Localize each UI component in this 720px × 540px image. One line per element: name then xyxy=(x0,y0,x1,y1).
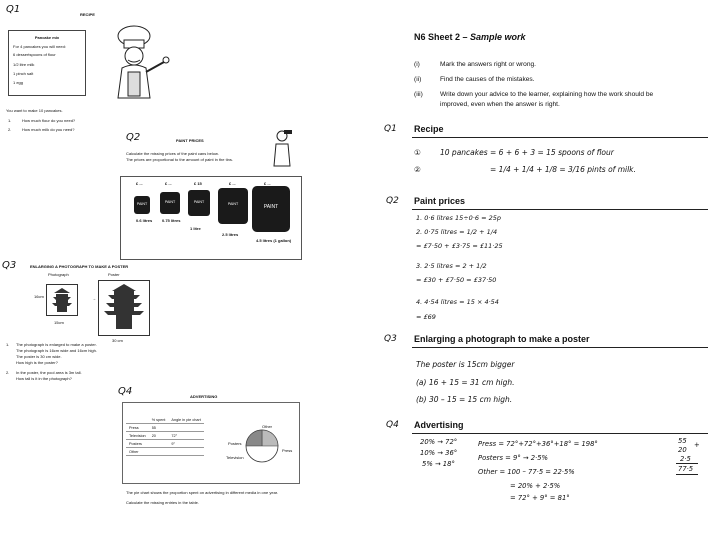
paint-can xyxy=(188,190,210,216)
poster-pagoda xyxy=(98,280,150,336)
q3-answer-line: (a) 16 + 15 = 31 cm high. xyxy=(416,378,515,387)
q3-tag: Q3 xyxy=(384,334,397,344)
q4-sum-plus: + xyxy=(694,441,700,449)
paint-can xyxy=(252,186,290,232)
instruction-num: (iii) xyxy=(414,91,423,98)
pie-slice-television xyxy=(246,430,262,446)
table-row xyxy=(126,432,204,440)
paint-price: £ ... xyxy=(165,181,172,186)
can-label: PAINT xyxy=(136,202,148,206)
angle-cell xyxy=(168,448,203,456)
q3-answer-line: (b) 30 – 15 = 15 cm high. xyxy=(416,395,513,404)
instruction-text: Find the causes of the mistakes. xyxy=(440,76,535,83)
poster-column-label: Poster xyxy=(108,272,120,277)
paint-size: 0.75 litres xyxy=(162,218,181,223)
q4-working-line: Press = 72°+72°+36°+18° = 198° xyxy=(478,440,598,448)
table-header: % spent xyxy=(149,416,169,424)
media-cell: Other xyxy=(126,448,149,456)
q4-footer: The pie chart shows the proportion spent on advertising in different media in one year. xyxy=(126,490,279,495)
instruction-num: (ii) xyxy=(414,76,422,83)
photo-height-label: 16cm xyxy=(34,294,44,299)
recipe-line: 6 dessertspoons of flour xyxy=(13,52,56,57)
percent-cell: 20 xyxy=(149,432,169,440)
q1-question: How much flour do you need? xyxy=(22,118,76,123)
percent-cell xyxy=(149,448,169,456)
q4-left-heading: ADVERTISING xyxy=(190,394,218,399)
q3-answer-line: The poster is 15cm bigger xyxy=(416,360,515,369)
angle-cell xyxy=(168,424,203,432)
q2-left-tag: Q2 xyxy=(126,132,141,143)
q4-left-line: 10% → 36° xyxy=(420,449,458,457)
q4-title: Advertising xyxy=(414,420,464,430)
sheet-title xyxy=(414,32,526,42)
q3-question-line: The poster is 30 cm wide. xyxy=(16,354,62,359)
pie-label: Posters xyxy=(228,441,242,446)
q4-sum-value: 55 xyxy=(678,437,687,445)
q1-tag: Q1 xyxy=(384,124,397,134)
table-row xyxy=(126,448,204,456)
table-header-row xyxy=(126,416,204,424)
pie-label: Other xyxy=(262,424,273,429)
q4-footer: Calculate the missing entries in the table. xyxy=(126,500,199,505)
q4-sum-value: 2·5 xyxy=(680,455,691,463)
recipe-line: For 4 pancakes you will need: xyxy=(13,44,66,49)
divider xyxy=(412,137,708,138)
q2-answer-line: = £30 + £7·50 = £37·50 xyxy=(416,276,497,284)
q3-question-number: 2. xyxy=(6,370,10,375)
can-label: PAINT xyxy=(193,200,205,204)
q4-left-tag: Q4 xyxy=(118,386,133,397)
media-cell: Posters xyxy=(126,440,149,448)
q3-question-line: In the poster, the pool area is 3m tall. xyxy=(16,370,82,375)
recipe-line: 1/2 litre milk xyxy=(13,62,35,67)
q4-left-line: 20% → 72° xyxy=(420,438,458,446)
pie-label: Television xyxy=(226,455,244,460)
q2-answer-line: 1. 0·6 litres 15÷0·6 = 25p xyxy=(416,214,501,222)
q2-desc: Calculate the missing prices of the paint cans below. xyxy=(126,151,219,156)
q4-left-line: 5% → 18° xyxy=(422,460,455,468)
q1-title: Recipe xyxy=(414,124,444,134)
photo-width-label: 15cm xyxy=(54,320,64,325)
q2-answer-line: = £7·50 + £3·75 = £11·25 xyxy=(416,242,503,250)
q4-working-line: = 20% + 2·5% xyxy=(510,482,561,490)
instruction-text: improved, even when the answer is right. xyxy=(440,101,560,108)
paint-size: 1 litre xyxy=(190,226,201,231)
q3-title: Enlarging a photograph to make a poster xyxy=(414,334,590,344)
photo-column-label: Photograph xyxy=(48,272,69,277)
paint-price: £ ... xyxy=(264,181,271,186)
divider xyxy=(412,433,708,434)
advertising-table xyxy=(126,416,204,456)
arrow-icon: → xyxy=(92,296,96,301)
q1-question: How much milk do you need? xyxy=(22,127,75,132)
q1-answer: 10 pancakes = 6 + 6 + 3 = 15 spoons of flour xyxy=(440,148,614,157)
pie-chart xyxy=(244,428,280,464)
q3-left-heading: ENLARGING A PHOTOGRAPH TO MAKE A POSTER xyxy=(30,264,129,269)
paint-size: 2.5 litres xyxy=(222,232,239,237)
q2-answer-line: 2. 0·75 litres = 1/2 + 1/4 xyxy=(416,228,498,236)
q1-left-heading: RECIPE xyxy=(80,12,95,17)
media-cell: Television xyxy=(126,432,149,440)
q1-prompt: You want to make 10 pancakes. xyxy=(6,108,63,113)
instruction-num: (i) xyxy=(414,61,420,68)
table-header xyxy=(126,416,149,424)
q2-title: Paint prices xyxy=(414,196,466,206)
divider xyxy=(412,209,708,210)
q4-working-line: Other = 100 – 77·5 = 22·5% xyxy=(478,468,575,476)
q1-answer: = 1/4 + 1/4 + 1/8 = 3/16 pints of milk. xyxy=(490,165,636,174)
q4-working-line: = 72° + 9° = 81° xyxy=(510,494,570,502)
angle-cell: 72° xyxy=(168,432,203,440)
recipe-line: 1 pinch salt xyxy=(13,71,34,76)
q4-sum-value: 20 xyxy=(678,446,687,454)
paint-can xyxy=(160,192,180,214)
can-label: PAINT xyxy=(263,204,279,210)
table-row xyxy=(126,440,204,448)
q2-answer-line: 3. 2·5 litres = 2 + 1/2 xyxy=(416,262,487,270)
answer-number: ① xyxy=(414,148,421,157)
paint-size: 4.5 litres (1 gallon) xyxy=(256,238,292,243)
recipe-box xyxy=(8,30,86,96)
q3-question-line: The photograph is enlarged to make a poster. xyxy=(16,342,97,347)
percent-cell xyxy=(149,440,169,448)
painter-illustration xyxy=(270,128,294,174)
pie-slice-other xyxy=(262,430,278,446)
poster-width-label: 30 cm xyxy=(112,338,123,343)
pie-label: Press xyxy=(282,448,293,453)
table-header: Angle in pie chart xyxy=(168,416,203,424)
recipe-box-title: Pancake mix xyxy=(34,35,60,40)
can-label: PAINT xyxy=(164,200,176,204)
instruction-text: Mark the answers right or wrong. xyxy=(440,61,537,68)
q4-sum-value: 77·5 xyxy=(678,465,694,473)
q2-desc: The prices are proportional to the amount of paint in the tins. xyxy=(126,157,233,162)
q1-left-tag: Q1 xyxy=(6,4,21,15)
q2-tag: Q2 xyxy=(386,196,399,206)
photograph-pagoda xyxy=(46,284,78,316)
sheet-title-italic: Sample work xyxy=(470,32,526,42)
chef-illustration xyxy=(104,22,174,104)
q2-answer-line: = £69 xyxy=(416,313,436,321)
paint-price: £ ... xyxy=(229,181,236,186)
sheet-title-main: N6 Sheet 2 – xyxy=(414,32,471,42)
q3-question-number: 1. xyxy=(6,342,10,347)
percent-cell: 55 xyxy=(149,424,169,432)
media-cell: Press xyxy=(126,424,149,432)
angle-cell: 9° xyxy=(168,440,203,448)
q1-question-number: 2. xyxy=(8,127,12,132)
q2-answer-line: 4. 4·54 litres = 15 × 4·54 xyxy=(416,298,499,306)
paint-price: £ ... xyxy=(136,181,143,186)
q3-question-line: How tall is it in the photograph? xyxy=(16,376,72,381)
recipe-line: 1 egg xyxy=(13,80,24,85)
instruction-text: Write down your advice to the learner, explaining how the work should be xyxy=(440,91,654,98)
paint-can xyxy=(134,196,150,214)
q3-question-line: The photograph is 16cm wide and 16cm high. xyxy=(16,348,97,353)
table-row xyxy=(126,424,204,432)
paint-price: £ 15 xyxy=(194,181,202,186)
sum-rule xyxy=(676,463,698,464)
q3-left-tag: Q3 xyxy=(2,260,17,271)
q1-question-number: 1. xyxy=(8,118,12,123)
paint-can xyxy=(218,188,248,224)
sum-rule xyxy=(676,474,698,475)
q4-tag: Q4 xyxy=(386,420,399,430)
q2-left-heading: PAINT PRICES xyxy=(176,138,204,143)
divider xyxy=(412,347,708,348)
can-label: PAINT xyxy=(227,202,239,206)
answer-number: ② xyxy=(414,165,421,174)
paint-size: 0.6 litres xyxy=(136,218,153,223)
q3-question-line: How high is the poster? xyxy=(16,360,58,365)
q4-working-line: Posters = 9° → 2·5% xyxy=(478,454,549,462)
